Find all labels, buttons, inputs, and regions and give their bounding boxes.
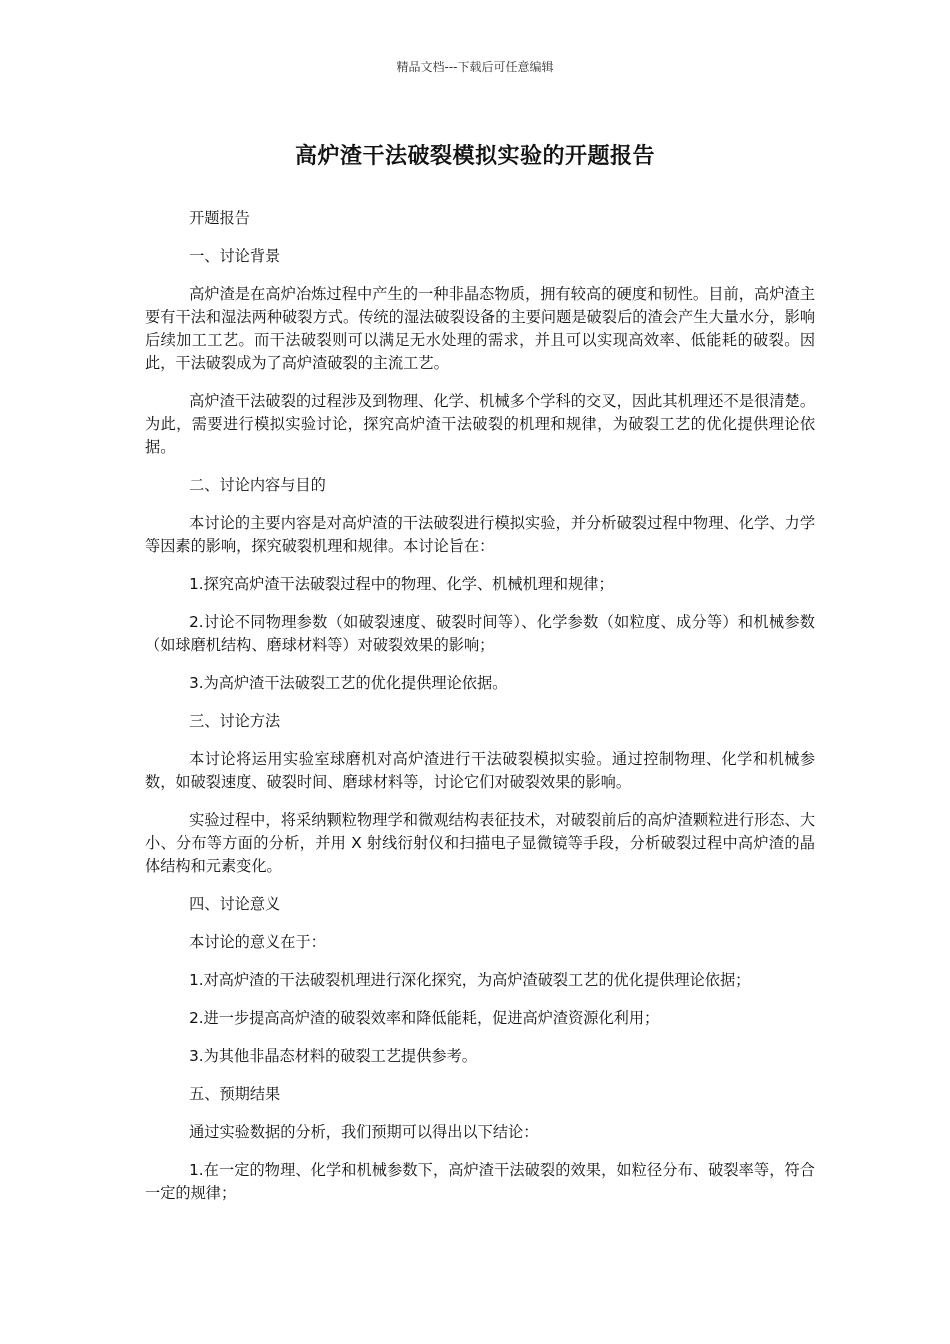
- list-item-significance-3: 3.为其他非晶态材料的破裂工艺提供参考。: [189, 1047, 477, 1065]
- list-item-significance-1: 1.对高炉渣的干法破裂机理进行深化探究，为高炉渣破裂工艺的优化提供理论依据；: [189, 971, 751, 989]
- list-item-significance-2: 2.进一步提高高炉渣的破裂效率和降低能耗，促进高炉渣资源化利用；: [189, 1009, 660, 1027]
- document-body: [145, 207, 815, 1220]
- heading-research-background: 一、讨论背景: [189, 247, 281, 265]
- paragraph-results-intro: 通过实验数据的分析，我们预期可以得出以下结论：: [189, 1123, 539, 1141]
- list-item-purpose-2: 2.讨论不同物理参数（如破裂速度、破裂时间等）、化学参数（如粒度、成分等）和机械参数（如球磨机结构、磨球材料等）对破裂效果的影响；: [145, 613, 815, 654]
- paragraph-background-1: 高炉渣是在高炉冶炼过程中产生的一种非晶态物质，拥有较高的硬度和韧性。目前，高炉渣主要有干法和湿法两种破裂方式。传统的湿法破裂设备的主要问题是破裂后的渣会产生大量水分，影响后续加工工艺。而干法破裂则可以满足无水处理的需求，并且可以实现高效率、低能耗的破裂。因此，干法破裂成为了高炉渣破裂的主流工艺。: [145, 285, 815, 372]
- heading-content-and-purpose: 二、讨论内容与目的: [189, 476, 326, 494]
- paragraph-significance-intro: 本讨论的意义在于：: [189, 933, 326, 951]
- heading-expected-results: 五、预期结果: [189, 1085, 281, 1103]
- section-label-opening-report: 开题报告: [189, 209, 250, 227]
- heading-research-significance: 四、讨论意义: [189, 895, 281, 913]
- list-item-result-1: 1.在一定的物理、化学和机械参数下，高炉渣干法破裂的效果，如粒径分布、破裂率等，符合一定的规律；: [145, 1161, 815, 1202]
- header-note: 精品文档---下载后可任意编辑: [396, 60, 554, 74]
- list-item-purpose-1: 1.探究高炉渣干法破裂过程中的物理、化学、机械机理和规律；: [189, 575, 614, 593]
- document-title: 高炉渣干法破裂模拟实验的开题报告: [294, 144, 655, 169]
- paragraph-content-intro: 本讨论的主要内容是对高炉渣的干法破裂进行模拟实验，并分析破裂过程中物理、化学、力学等因素的影响，探究破裂机理和规律。本讨论旨在：: [145, 514, 815, 555]
- paragraph-method-1: 本讨论将运用实验室球磨机对高炉渣进行干法破裂模拟实验。通过控制物理、化学和机械参数，如破裂速度、破裂时间、磨球材料等，讨论它们对破裂效果的影响。: [145, 750, 815, 791]
- heading-research-method: 三、讨论方法: [189, 712, 281, 730]
- paragraph-method-2: 实验过程中，将采纳颗粒物理学和微观结构表征技术，对破裂前后的高炉渣颗粒进行形态、大小、分布等方面的分析，并用 X 射线衍射仪和扫描电子显微镜等手段，分析破裂过程中高炉渣的晶体结构和元素变化。: [145, 811, 815, 875]
- list-item-purpose-3: 3.为高炉渣干法破裂工艺的优化提供理论依据。: [189, 674, 508, 692]
- paragraph-background-2: 高炉渣干法破裂的过程涉及到物理、化学、机械多个学科的交叉，因此其机理还不是很清楚。为此，需要进行模拟实验讨论，探究高炉渣干法破裂的机理和规律，为破裂工艺的优化提供理论依据。: [145, 392, 815, 456]
